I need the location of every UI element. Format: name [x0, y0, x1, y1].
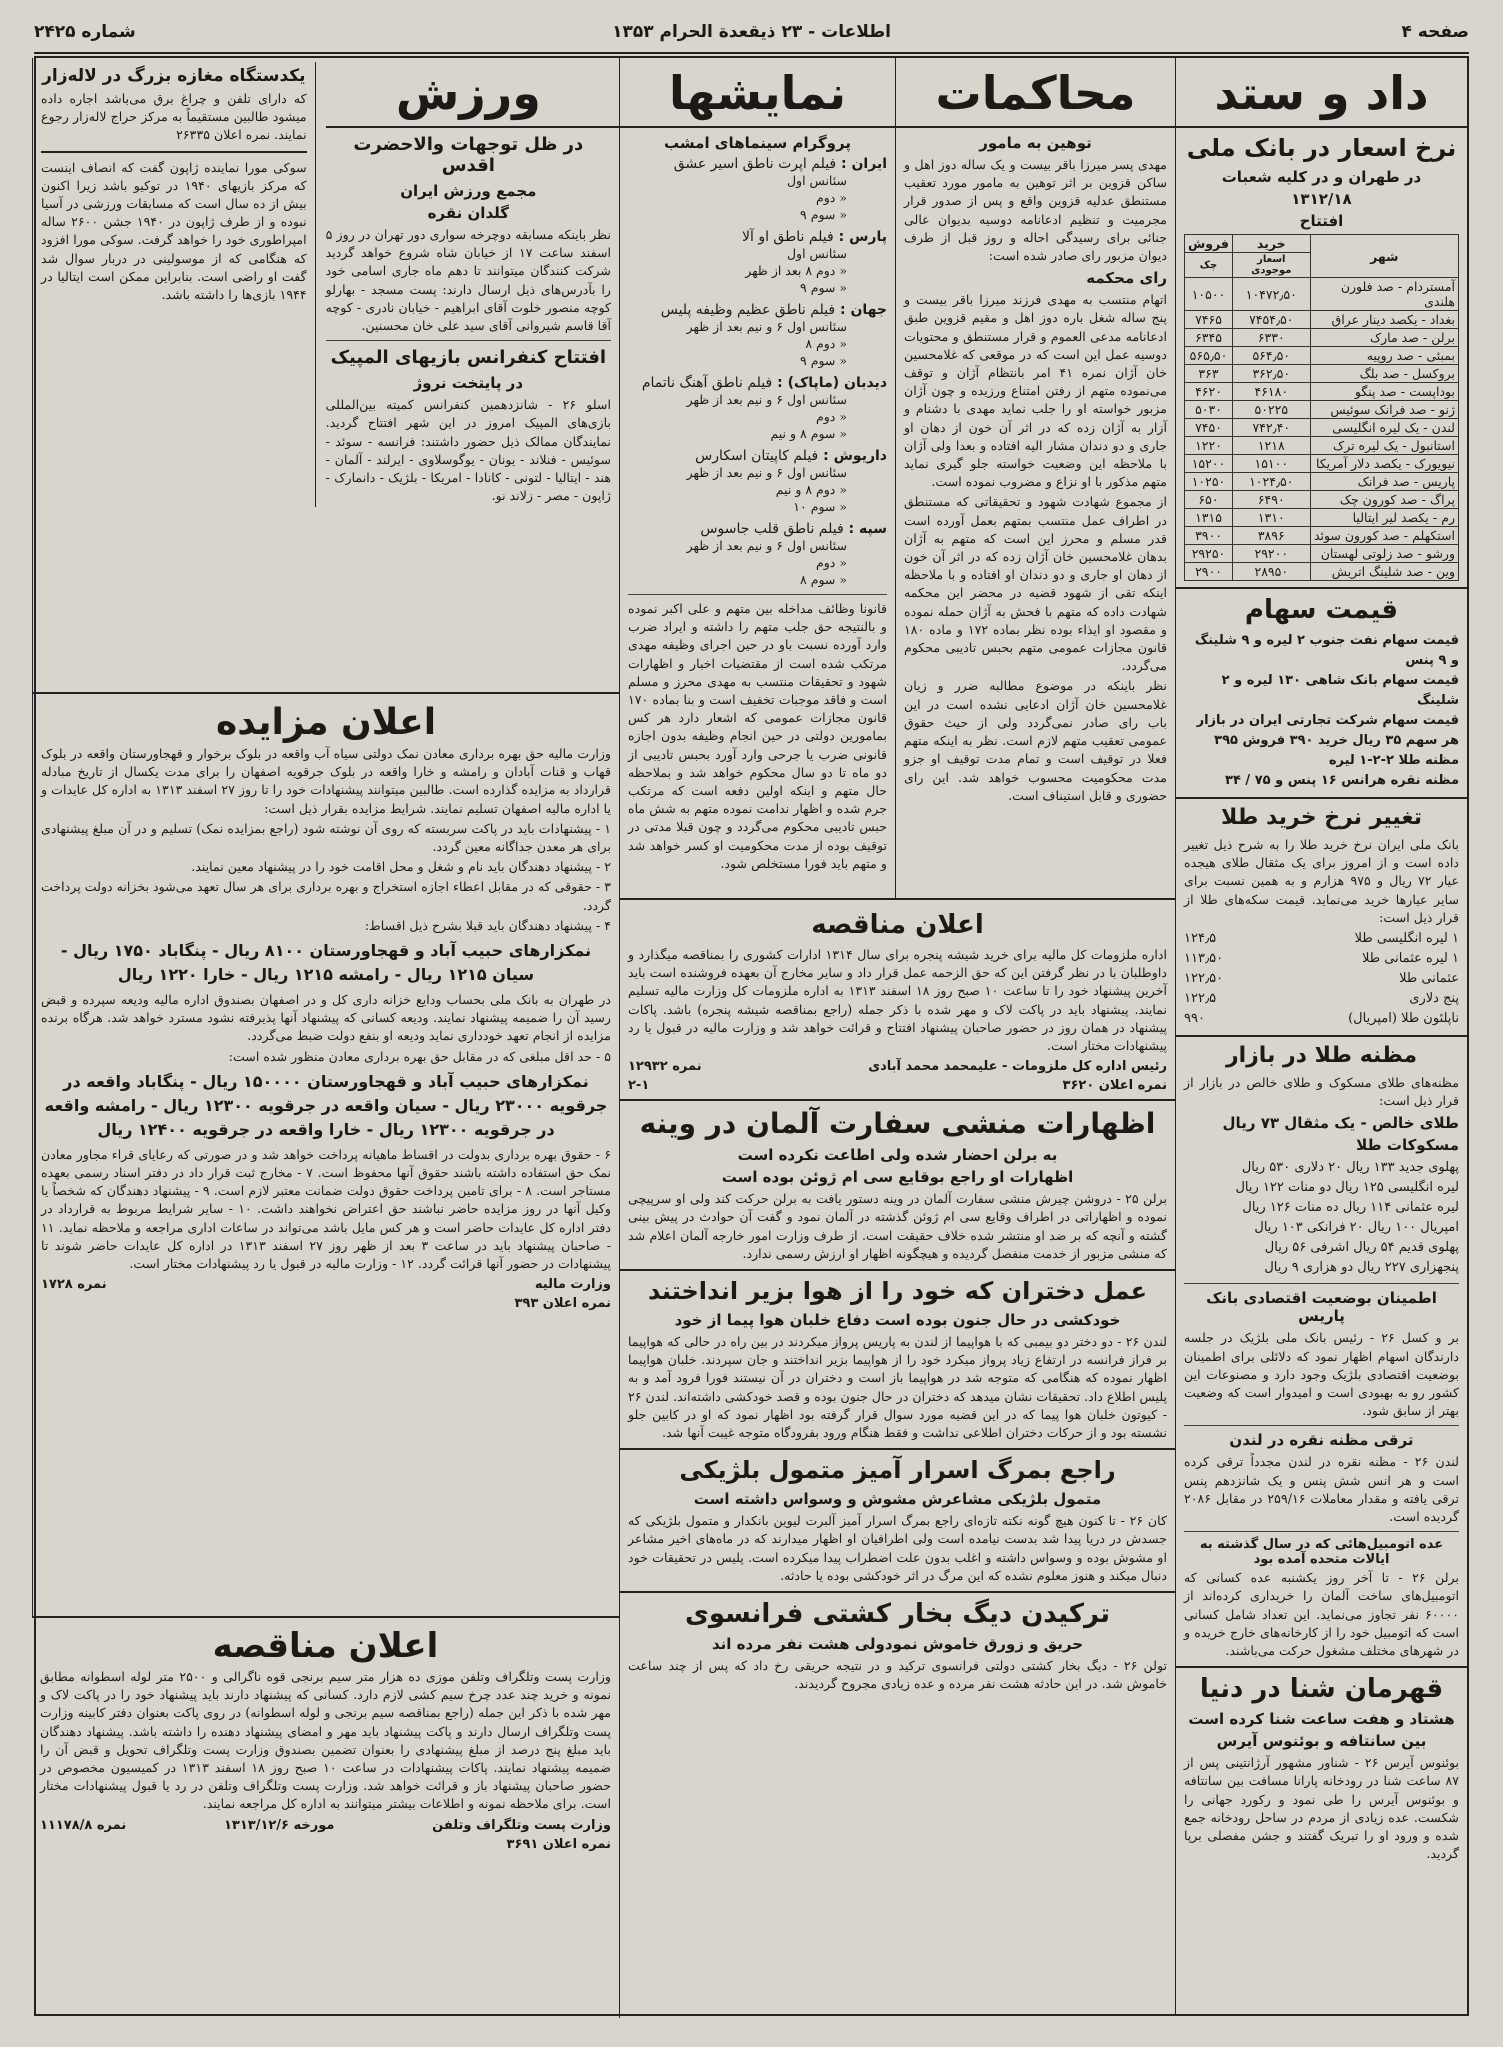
- rate-cell-buy: ۱۲۱۸: [1233, 437, 1311, 455]
- separator: :: [818, 448, 834, 464]
- cinema-item: [628, 229, 887, 296]
- gold-change-title: تغییر نرخ خرید طلا: [1220, 805, 1423, 830]
- cinema-film: فیلم ناطق قلب جاسوس: [700, 521, 844, 537]
- rate-cell-buy: ۱۰۲۴٫۵۰: [1233, 473, 1311, 491]
- gold-market-title: مظنه طلا در بازار: [1225, 1043, 1418, 1069]
- gold-coin-name: ۱ لیره انگلیسی طلا: [1354, 931, 1459, 947]
- divider: [1184, 1283, 1459, 1284]
- exchange-rates-table: [1184, 234, 1459, 581]
- rate-row: [1185, 311, 1459, 329]
- german-embassy-sub2: اظهارات او راجع بوقایع سی ام ژوئن بوده است: [721, 1168, 1074, 1187]
- separator: :: [833, 229, 850, 245]
- col-subheader-buy: اسعار موجودی: [1233, 253, 1311, 278]
- silver-text: لندن ۲۶ - مظنه نقره در لندن مجدداً ترقی کرده است و هر انس شش پنس و یک شانزدهم پنس ترقی یافته و مقدار معاملات ۲۵۹/۱۶ در مقابل ۲۰۸۶ گردیده است.: [1184, 1454, 1460, 1525]
- auction-prices2: نمکزارهای حبیب آباد و قهجاورستان ۱۵۰۰۰۰ ریال - پنگاباد واقعه در جرقویه ۲۳۰۰۰ ریال - سیان واقعه در جرقویه ۱۲۳۰۰ ریال - رامشه واقعه در جرقویه ۱۲۳۰۰ ریال - خارا واقعه در جرقویه ۱۲۴۰۰ ریال: [44, 1071, 608, 1139]
- rate-cell-city: بغداد - یکصد دینار عراق: [1310, 311, 1458, 329]
- auction-mid-text: در طهران به بانک ملی بحساب ودایع خزانه داری کل و در اصفهان بصندوق اداره مالیه ودیعه سپرده و قبض رسید آن را ضمیمه پیشنهاد نمایند. ودیعه کسانی که پیشنهاد آنها پذیرفته نشود مسترد خواهد شد. هرگاه برنده مزایده از انجام تعهد خودداری نماید ودیعه او بنفع دولت ضبط می‌گردد.: [41, 992, 611, 1044]
- rate-cell-buy: ۵۰۲۲۵: [1233, 401, 1311, 419]
- col-namayesh: [619, 58, 895, 900]
- rate-cell-sell: ۲۹۰۰: [1185, 563, 1233, 581]
- col-header-city: شهر: [1310, 235, 1458, 278]
- gold-coins-list: [1184, 929, 1459, 1029]
- cinema-show: « دوم ۸: [805, 336, 847, 351]
- divider: [620, 1591, 1175, 1593]
- tender-left-title: اعلان مناقصه: [212, 1626, 439, 1666]
- col-header-sell: فروش: [1185, 235, 1233, 253]
- stocks-list: [1184, 631, 1459, 791]
- rate-row: [1185, 545, 1459, 563]
- rate-cell-buy: ۵۶۴٫۵۰: [1233, 347, 1311, 365]
- rate-cell-buy: ۳۶۲٫۵۰: [1233, 365, 1311, 383]
- coin-line: امپریال ۱۰۰ ریال ۲۰ فرانکی ۱۰۳ ریال: [1254, 1220, 1459, 1236]
- tender-left-footer1: نمره ۱۱۱۷۸/۸: [40, 1817, 127, 1833]
- rate-cell-buy: ۲۹۲۰۰: [1233, 545, 1311, 563]
- stock-line: قیمت سهام بانک شاهی ۱۳۰ لیره و ۲ شلینگ: [1221, 673, 1459, 708]
- mahakemat-continued: قانونا وظائف مداخله بین متهم و علی اکبر نموده و بالنتیجه حق جلب متهم را داشته و ایراد ضرب وارد آورده نسبت باو در حین اجرای وظیفه مهدی مرتکب شده است از مقتضیات اخبار و اظهارات شهود و تحقیقات منتسب به مهدی محرز و مسلم است و فاقد موجبات تخفیف است و بنا بماده ۱۷۰ قانون مجازات عمومی که اشعار دارد هر کس بمامورین دولتی در حین انجام وظیفه بدون اجازه قانونی ضرب یا جرحی وارد آورد بحبس تادیبی از دو ماه تا دو سال محکوم خواهد شد و بملاحظه حال متهم و اینکه اولین دفعه است که مرتکب جرم شده و اظهار ندامت نموده متهم به شش ماه حبس تادیبی محکوم می‌گردد و چون قبلا مدتی در توقیف بوده از مدت محکومیت او کسر خواهد شد و متهم باید فورا مستخلص شود.: [628, 601, 887, 871]
- champion-sub1: هشتاد و هفت ساعت شنا کرده است: [1188, 1710, 1455, 1729]
- rate-row: [1185, 455, 1459, 473]
- auction-footer-left: نمره ۱۷۲۸: [41, 1277, 107, 1293]
- varzesh-text2: اسلو ۲۶ - شانزدهمین کنفرانس کمیته بین‌المللی بازی‌های المپیک امروز در این شهر افتتاح گردید. نمایندگان ممالک ذیل حضور داشتند: فرانسه - سوئد - سوئیس - فنلاند - یونان - یوگوسلاوی - ایرلند - آلمان - هند - ایتالیا - لتونی - کانادا - امریکا - بلژیک - دانمارک - ژاپون - مصر - زلاند نو.: [325, 397, 611, 504]
- girl-story-sub: خودکشی در حال جنون بوده است دفاع خلبان هوا پیما از خود: [674, 1311, 1121, 1330]
- varzesh-text1: نظر باینکه مسابقه دوچرخه سواری دور تهران در روز ۵ اسفند ساعت ۱۷ از خیابان شاه شروع خواهد گردید شرکت کنندگان میتوانند تا دهم ماه جاری اسامی خود را بآدرس‌های ذیل ارسال دارند: پست مسجد - بهارلو کوچه منصور خلوت آقای ابراهیم - خیابان نادری - کوچه آقا قاسم شیروانی آقای سید علی خان محسنین.: [325, 227, 611, 334]
- varzesh-sub5: در پایتخت نروژ: [413, 374, 524, 393]
- rate-cell-sell: ۵۶۵٫۵۰: [1185, 347, 1233, 365]
- col-subheader-sell: چک: [1185, 253, 1233, 278]
- belgian-story-text: کان ۲۶ - تا کنون هیچ گونه نکته تازه‌ای راجع بمرگ اسرار آمیز آلبرت لیوین بانکدار و متمول بلژیکی که جسدش در دریا پیدا شد بدست نیامده است ولی اطرافیان او اظهار میدارند که در ماه‌های اخیر مشاعر او مشوش بوده و وسواس داشته و اغلب بدون علت اضطراب پیدا میکرده است. پلیس در تحقیقات خود دنبال میکند و هنوز معلوم نشده که این مرگ در اثر خودکشی بوده یا حادثه.: [628, 1513, 1167, 1583]
- rate-cell-buy: ۱۵۱۰۰: [1233, 455, 1311, 473]
- coin-line: لیره انگلیسی ۱۲۵ ریال دو منات ۱۲۲ ریال: [1235, 1180, 1459, 1196]
- auction-rest-text: ۶ - حقوق بهره برداری بدولت در اقساط ماهیانه پرداخت خواهد شد و در صورتی که رعایای قراء مجاور معادن نمک حق استفاده داشته باشند حقوق آنها محفوظ است. ۷ - مخارج ثبت قرار داد در دفتر اسناد رسمی بعهده مستاجر است. ۸ - برای تامین پرداخت حقوق دولت ضمانت معتبر لازم است. ۹ - پیشنهاد دهندگان که شخصاً یا وکیل آنها در روز مزایده حاضر نباشند حق اعتراض نخواهند داشت. ۱۰ - سایر شرایط مربوط به قرارداد در دفتر اداره کل عایدات حاضر است و هر کس مایل باشد می‌تواند در ساعات اداری مراجعه و ملاحظه نماید. ۱۱ - صاحبان پیشنهاد باید در ساعت ۳ بعد از ظهر روز ۲۷ اسفند ۱۳۱۳ در اداره کل عایدات حاضر شوند تا پیشنهادات در حضور آنها قرائت گردد. ۱۲ - وزارت مالیه در قبول یا رد پیشنهادات مختار است.: [41, 1146, 612, 1272]
- stock-line: مظنه نقره هرانس ۱۶ پنس و ۷۵ / ۳۴: [1225, 773, 1459, 788]
- cinema-name: داریوش: [833, 448, 887, 464]
- col-varzesh: [32, 58, 619, 694]
- rate-cell-city: رم - یکصد لیر ایتالیا: [1310, 509, 1458, 527]
- varzesh-sub1: در ظل توجهات والاحضرت اقدس: [353, 134, 584, 176]
- coin-line: لیره عثمانی ۱۱۴ ریال ده منات ۱۲۶ ریال: [1242, 1200, 1459, 1216]
- tender-mid-signature2: [628, 1078, 1167, 1093]
- divider: [1176, 1666, 1467, 1668]
- cinema-film: فیلم ناطق آهنگ ناتمام: [641, 375, 773, 391]
- separator: :: [835, 302, 851, 318]
- gold-coin-value: ۹۹۰: [1184, 1011, 1205, 1027]
- rate-cell-sell: ۲۹۲۵۰: [1185, 545, 1233, 563]
- cinema-name: پارس: [849, 229, 887, 245]
- gold-coin-name: پنج دلاری: [1409, 991, 1459, 1007]
- varzesh-sub3: گلدان نقره: [427, 204, 509, 222]
- cinema-show: « سوم ۹: [800, 280, 847, 295]
- cinema-item: [628, 156, 887, 223]
- mahakemat-text1: مهدی پسر میرزا باقر بیست و یک ساله دوز اهل و ساکن قزوین بر اثر توهین به مامور مورد تعقیب مستنطق عدلیه قزوین واقع و پس از صدور قرار مجرمیت و تنظیم ادعانامه دوسیه بدیوان عالی جنائی برای رسیدگی احاله و روز قبل از طرف دیوان مزبور رای صادر شده است:: [904, 157, 1167, 264]
- cinema-film: فیلم اپرت ناطق اسیر عشق: [673, 156, 837, 172]
- tender-left-text: وزارت پست وتلگراف وتلفن موزی ده هزار متر سیم برنجی قوه ناگرالی و ۲۵۰۰ متر لوله اسطوانه مطابق نمونه و خرید چند عدد چرخ سیم کشی لازم دارد. کسانی که پیشنهاد دارند باید پیشنهاد خود را در پاکت لاک و مهر شده با ذکر این جمله (راجع بمناقصه سیم برنجی و لوله اسطوانه) در روی پاکت بعنوان دفتر کابینه وزارت پست وتلگراف ارسال دارند و پاکت پیشنهاد باید مهر و امضای پیشنهاد دهنده را داشته باشد. پیشنهاد دهندگان باید مبلغ پنج درصد از مبلغ پیشنهادی را بعنوان تضمین بصندوق وزارت پست وتلگراف تحویل و قبض آن را ضمیمه پیشنهاد نمایند. پاکات پیشنهادات در ساعت ۱۰ صبح روز ۱۸ اسفند ۱۳۱۳ در کمیسیون مخصوص در حضور صاحبان پیشنهاد باز و قرائت خواهد شد. وزارت پست وتلگراف وتلفن در رد یا قبول پیشنهادات مختار است. برای ملاحظه نمونه و اطلاعات بیشتر میتوانند به اداره کل مراجعه نمایند.: [40, 1669, 611, 1812]
- rate-cell-sell: ۱۰۲۵۰: [1185, 473, 1233, 491]
- cinema-name: ایران: [851, 156, 887, 172]
- cars-title: عده اتومبیل‌هائی که در سال گذشته به ایالات متحده آمده بود: [1199, 1537, 1444, 1568]
- newspaper-date: اطلاعات - ۲۳ ذیقعدة الحرام ۱۳۵۳: [612, 22, 891, 42]
- tender-mid-footer-right: رئیس اداره کل ملزومات - علیمحمد محمد آبادی: [868, 1059, 1167, 1075]
- stock-line: قیمت سهام نفت جنوب ۲ لیره و ۹ شلینگ و ۹ پنس: [1194, 633, 1459, 668]
- rate-cell-sell: ۳۹۰۰: [1185, 527, 1233, 545]
- auction-signature2: [41, 1296, 611, 1311]
- varzesh-side: [41, 62, 316, 507]
- divider: [620, 1269, 1175, 1271]
- newspaper-page: [34, 56, 1469, 2016]
- tender-left-footer3: وزارت پست وتلگراف وتلفن: [432, 1817, 611, 1833]
- rates-body: [1185, 278, 1459, 581]
- rate-row: [1185, 509, 1459, 527]
- rates-status: افتتاح: [1299, 212, 1344, 230]
- rate-cell-city: آمستردام - صد فلورن هلندی: [1310, 278, 1458, 311]
- col-dad-o-setad: [1175, 58, 1467, 2014]
- rate-cell-sell: ۱۰۵۰۰: [1185, 278, 1233, 311]
- tender-mid-footer-num: نمره اعلان ۳۶۲۰: [1062, 1078, 1167, 1094]
- col-header-buy: خرید: [1233, 235, 1311, 253]
- divider: [1176, 797, 1467, 799]
- tender-mid-footer-num2: ۲-۱: [628, 1078, 650, 1094]
- tender-left-footer4: نمره اعلان ۳۶۹۱: [506, 1836, 611, 1852]
- top-ad-title: یکدستگاه مغازه بزرگ در لاله‌زار: [42, 66, 306, 86]
- rate-row: [1185, 563, 1459, 581]
- cinema-show: « دوم ۸ و نیم: [775, 482, 847, 497]
- german-embassy-sub1: به برلن احضار شده ولی اطاعت نکرده است: [737, 1146, 1058, 1165]
- auction-footer-num: نمره اعلان ۳۹۳: [514, 1296, 611, 1312]
- cinema-show: سئانس اول ۶ و نیم بعد از ظهر: [686, 319, 847, 334]
- masthead: [34, 12, 1469, 54]
- rate-row: [1185, 401, 1459, 419]
- rate-cell-city: استکهلم - صد کورون سوئد: [1310, 527, 1458, 545]
- german-embassy-text: برلن ۲۵ - دروشن چیرش منشی سفارت آلمان در وینه دستور یافت به برلن حرکت کند ولی او سرپیچی نموده و اظهاراتی در اطراف وقایع سی ام ژوئن گذشته در آلمان نمود و گفت آن حوادث در پیش بینی گشته و آنچه که بر ضد او منتشر شده خلاف حقیقت است. از طرف وزارت امور خارجه آلمان اعلام شد که منشی مزبور از خدمت منفصل گردیده و هیچگونه اظهار او ارزش رسمی ندارد.: [628, 1191, 1167, 1261]
- gold-coin-row: [1184, 929, 1459, 949]
- gold-coin-name: ناپلئون طلا (امپریال): [1348, 1011, 1459, 1027]
- divider: [326, 340, 611, 341]
- rate-cell-buy: ۱۰۴۷۲٫۵۰: [1233, 278, 1311, 311]
- divider: [896, 126, 1175, 128]
- rates-date: ۱۳۱۲/۱۸: [1291, 190, 1352, 208]
- coins-title: مسکوکات طلا: [1356, 1136, 1459, 1155]
- mahakemat-sub1: توهین به مامور: [979, 134, 1092, 152]
- rate-row: [1185, 473, 1459, 491]
- tender-left-section: [32, 1618, 619, 2018]
- rate-cell-buy: ۶۴۹۰: [1233, 491, 1311, 509]
- rate-cell-sell: ۷۴۵۰: [1185, 419, 1233, 437]
- rate-row: [1185, 383, 1459, 401]
- cinema-show: « دوم: [816, 409, 847, 424]
- cars-text: برلن ۲۶ - تا آخر روز یکشنبه عده کسانی که اتومبیل‌های ساخت آلمان را خریداری کرده‌اند از ۶۰۰۰۰ نفر تجاوز می‌نماید. این تعداد شامل کسانی است که اتومبیل خود را از کارخانه‌های خارج خریده و در شهرهای مختلف مشغول حرکت می‌باشند.: [1184, 1570, 1459, 1659]
- champion-sub2: بین سانتافه و بوئنوس آیرس: [1216, 1732, 1427, 1751]
- rate-row: [1185, 329, 1459, 347]
- divider: [1184, 1425, 1459, 1426]
- mahakemat-text4: نظر باینکه در موضوع مطالبه ضرر و زیان غلامحسین خان آژان ادعایی نشده است در این باب رای صادر نمی‌گردد ولی از حیث حقوق عمومی تعقیب متهم لازم است. نظر به اینکه متهم فعلا در توقیف است و تمام مدت توقیف او جزو مدت محکومیت محسوب خواهد شد. این رای حضوری و قابل استیناف است.: [904, 678, 1167, 803]
- cinema-film: فیلم ناطق عظیم وظیفه پلیس: [660, 302, 836, 318]
- rate-cell-city: استانبول - یک لیره ترک: [1310, 437, 1458, 455]
- gold-coin-name: عثمانی طلا: [1399, 971, 1459, 987]
- cinema-show: « سوم ۹: [800, 207, 847, 222]
- section-title-varzesh: ورزش: [395, 66, 541, 120]
- rate-cell-buy: ۶۳۳۰: [1233, 329, 1311, 347]
- rate-cell-sell: ۱۲۲۰: [1185, 437, 1233, 455]
- cinema-name: دیدبان (ماپاک): [787, 375, 887, 391]
- cinema-show: سئانس اول ۶ و نیم بعد از ظهر: [686, 465, 847, 480]
- rate-cell-sell: ۶۵۰: [1185, 491, 1233, 509]
- auction-intro: وزارت مالیه حق بهره برداری معادن نمک دولتی سیاه آب واقعه در بلوک برخوار و قهجاورستان واقعه در بلوک قهاب و قنات آبادان و رامشه و خارا واقعه در بلوک جرقویه اصفهان را برای مدت یکسال از تاریخ مبادله قرارداد به مزایده گذارده است. طالبین میتوانند پیشنهادات خود را تا روز ۲۷ اسفند ۱۳۱۳ به اداره کل عایدات و یا اداره مالیه اصفهان تسلیم نمایند. شرایط مزایده بقرار ذیل است:: [41, 746, 612, 816]
- cinema-show: « دوم ۸ بعد از ظهر: [745, 263, 847, 278]
- section-title-mahakemat: محاکمات: [935, 66, 1136, 120]
- boiler-story-text: تولن ۲۶ - دیگ بخار کشتی دولتی فرانسوی ترکید و در نتیجه حریقی رخ داد که پس از چند ساعت خاموش شد. در این حادثه هشت نفر مرده و عده زیادی مجروح گردیدند.: [628, 1658, 1167, 1692]
- cinema-show: سئانس اول ۶ و نیم بعد از ظهر: [686, 392, 847, 407]
- rate-cell-city: ورشو - صد زلوتی لهستان: [1310, 545, 1458, 563]
- rate-cell-city: بمبئی - صد روپیه: [1310, 347, 1458, 365]
- divider: [1176, 1035, 1467, 1037]
- stock-line: مظنه طلا ۲-۲-۱ لیره: [1328, 753, 1459, 768]
- gold-change-text: بانک ملی ایران نرخ خرید طلا را به شرح ذیل تغییر داده است و از امروز برای یک مثقال طلای هیجده عیار ۷۲ ریال و ۹۷۵ هزارم و به همین نسبت برای سایر عیارها خرید می‌نماید. قیمت سکه‌های طلا از قرار ذیل است:: [1184, 837, 1459, 925]
- separator: :: [836, 156, 852, 172]
- cinema-show: « دوم: [816, 555, 847, 570]
- tender-mid-text: اداره ملزومات کل مالیه برای خرید شیشه پنجره برای سال ۱۳۱۴ ادارات کشوری را بمناقصه میگذارد و داوطلبان با در نظر گرفتن این که حق الزحمه عمل قرار داد و سایر مخارج آن بعهده فروشنده است باید آخرین پیشنهاد خود را تا ساعت ۱۰ صبح روز ۱۸ اسفند ۱۳۱۳ به اداره ملزومات کل وزارت مالیه تسلیم نمایند. پیشنهاد باید در پاکت لاک و مهر شده با ذکر جمله (راجع بمناقصه شیشه پنجره) باشد. پاکات پیشنهاد در همان روز در حضور صاحبان پیشنهاد افتتاح و قرائت خواهد شد و وزارت مالیه در قبول یا رد پیشنهادات مختار است.: [628, 947, 1167, 1054]
- rate-cell-buy: ۱۳۱۰: [1233, 509, 1311, 527]
- cinema-list: [628, 156, 887, 588]
- page-number: صفحه ۴: [1401, 22, 1469, 42]
- rate-cell-sell: ۷۴۶۵: [1185, 311, 1233, 329]
- gold-coin-value: ۱۲۴٫۵: [1184, 931, 1217, 947]
- cinema-show: « سوم ۸ و نیم: [770, 426, 847, 441]
- tender-left-signature: [40, 1818, 611, 1833]
- rate-cell-buy: ۴۶۱۸۰: [1233, 383, 1311, 401]
- rate-cell-city: وین - صد شلینگ اتریش: [1310, 563, 1458, 581]
- cinema-film: فیلم ناطق او آلا: [742, 229, 834, 245]
- separator: :: [772, 375, 788, 391]
- rate-row: [1185, 278, 1459, 311]
- tender-mid-title: اعلان مناقصه: [811, 910, 984, 940]
- cinema-item: [628, 448, 887, 515]
- cinema-name: جهان: [850, 302, 887, 318]
- girl-story-text: لندن ۲۶ - دو دختر دو بیمبی که با هواپیما از لندن به پاریس پرواز میکردند در بین راه در حالی که هواپیما بر فراز فرانسه در ارتفاع زیاد پرواز میکرد خود را از هواپیما بزیر انداختند و جان سپردند. خلبان هواپیما اظهار نموده که هنگامی که متوجه شد در هواپیما باز است و دختران در آن نیستند فورا فرود آمد و به پلیس اطلاع داد. تحقیقات نشان میدهد که دختران در حال جنون بوده و قصد خودکشی داشته‌اند. لندن ۲۶ - کیوتون خلبان هوا پیما که در این قضیه مورد سوال قرار گرفته بود اظهار نمود که او در کابین جلو نشسته بود و از حرکات دختران اطلاعی نداشت و فقط هنگام ورود بفرودگاه متوجه غیبت آنها شد.: [628, 1334, 1168, 1441]
- gold-coin-value: ۱۱۳٫۵۰: [1184, 951, 1224, 967]
- cinema-item: [628, 375, 887, 442]
- economy-title: اطمینان بوضعیت اقتصادی بانک پاریس: [1206, 1289, 1437, 1326]
- rate-cell-city: ژنو - صد فرانک سوئیس: [1310, 401, 1458, 419]
- coin-line: پهلوی قدیم ۵۴ ریال اشرفی ۵۶ ریال: [1264, 1240, 1459, 1256]
- rate-row: [1185, 491, 1459, 509]
- cinema-show: « دوم: [816, 190, 847, 205]
- pure-gold: طلای خالص - یک مثقال ۷۳ ریال: [1222, 1114, 1459, 1133]
- auction-cond2: ۲ - پیشنهاد دهندگان باید نام و شغل و محل اقامت خود را در پیشنهاد معین نمایند.: [191, 859, 611, 875]
- rate-row: [1185, 527, 1459, 545]
- boiler-story-title: ترکیدن دیگ بخار کشتی فرانسوی: [684, 1599, 1110, 1630]
- section-title-dadosetad: داد و ستد: [1214, 66, 1429, 120]
- divider: [1176, 587, 1467, 589]
- rate-cell-buy: ۷۴۲٫۴۰: [1233, 419, 1311, 437]
- auction-cond1: ۱ - پیشنهادات باید در پاکت سربسته که روی آن نوشته شود (راجع بمزایده نمک) تسلیم و در آن مبلغ پیشنهادی برای هر معدن جداگانه معین گردد.: [41, 820, 611, 855]
- rate-cell-sell: ۵۰۳۰: [1185, 401, 1233, 419]
- rate-cell-city: پاریس - صد فرانک: [1310, 473, 1458, 491]
- boiler-story-sub: حریق و زورق خاموش نمودولی هشت نفر مرده اند: [711, 1635, 1084, 1654]
- rate-row: [1185, 419, 1459, 437]
- girl-story-title: عمل دختران که خود را از هوا بزیر انداختند: [648, 1277, 1147, 1306]
- cinema-item: [628, 521, 887, 588]
- cinema-show: « سوم ۱۰: [793, 499, 847, 514]
- divider: [41, 151, 307, 153]
- varzesh-sub2: مجمع ورزش ایران: [400, 182, 537, 200]
- stock-line: هر سهم ۳۵ ریال خرید ۳۹۰ فروش ۳۹۵: [1214, 733, 1459, 748]
- divider: [620, 1448, 1175, 1450]
- auction-prices1: نمکزارهای حبیب آباد و قهجاورستان ۸۱۰۰ ریال - پنگاباد ۱۷۵۰ ریال - سیان ۱۲۱۵ ریال - رامشه ۱۲۱۵ ریال - خارا ۱۲۲۰ ریال: [60, 941, 592, 985]
- cinema-film: فیلم کاپیتان اسکارس: [695, 448, 819, 464]
- rate-cell-buy: ۷۴۵۴٫۵۰: [1233, 311, 1311, 329]
- rate-cell-city: بوداپست - صد پنگو: [1310, 383, 1458, 401]
- stock-line: قیمت سهام شرکت تجارتی ایران در بازار: [1196, 713, 1459, 728]
- top-ad2-text: سوکی مورا نماینده ژاپون گفت که انصاف اینست که مرکز بازیهای ۱۹۴۰ در توکیو باشد زیرا اکنون بیش از ده سال است که مسابقات ورزشی در آسیا نبوده و از طرف ژاپون در ۱۹۴۰ جشن ۲۶۰۰ ساله امپراطوری خود را خواهد گرفت. سوکی مورا افزود که هنگامی که از موسولینی در دربار سوال شد گفت او راضی است. بنابراین ممکن است ایتالیا در ۱۹۴۴ بازی‌ها را داشته باشد.: [41, 159, 307, 303]
- gold-coin-value: ۱۲۲٫۵: [1184, 991, 1217, 1007]
- rates-title: نرخ اسعار در بانک ملی: [1186, 134, 1457, 162]
- tender-left-signature2: [40, 1837, 611, 1852]
- issue-number: شماره ۲۴۲۵: [34, 22, 136, 42]
- divider: [620, 126, 895, 128]
- stocks-title: قیمت سهام: [1244, 595, 1399, 625]
- tender-left-footer2: مورخه ۱۳۱۳/۱۲/۶: [223, 1817, 335, 1833]
- german-embassy-title: اظهارات منشی سفارت آلمان در وینه: [639, 1107, 1156, 1141]
- col-middle-lower: [619, 900, 1175, 2018]
- rate-cell-city: لندن - یک لیره انگلیسی: [1310, 419, 1458, 437]
- gold-coin-row: [1184, 989, 1459, 1009]
- mahakemat-text2: اتهام منتسب به مهدی فرزند میرزا باقر بیست و پنج ساله شغل باره دوز اهل و مقیم قزوین طبق ادعانامه مدعی العموم و قرار مستنطق و محتویات دوسیه عمل این است که در موقعی که غلامحسین خان آژان نمره ۴۱ امر بانتظام آژان و توقف می‌نموده متهم از رفتن امتناع ورزیده و چون آژان مزبور خواسته او را جلب نماید مهدی با دشنام و آزار به آژان زده که در اثر آن خون از دهان او جاری و دو دندان مشار الیه افتاده و بعدا ولی آژان با ملاحظه این وضعیت خواسته جلو گیری نماید متهم مذکور با او نزاع و مضروب نموده است.: [904, 292, 1167, 490]
- coin-line: پهلوی جدید ۱۳۳ ریال ۲۰ دلاری ۵۳۰ ریال: [1241, 1160, 1459, 1176]
- rate-cell-sell: ۴۶۲۰: [1185, 383, 1233, 401]
- top-ad-text: که دارای تلفن و چراغ برق می‌باشد اجاره داده میشود طالبین مستقیماً به مرکز حراج لاله‌زار رجوع نمایند. نمره اعلان ۲۶۳۳۵: [41, 91, 307, 143]
- cinema-show: سئانس اول: [786, 246, 847, 261]
- rate-cell-sell: ۱۳۱۵: [1185, 509, 1233, 527]
- cinema-show: « سوم ۹: [800, 353, 847, 368]
- program-title: پروگرام سینماهای امشب: [664, 134, 851, 152]
- gold-coin-name: ۱ لیره عثمانی طلا: [1362, 951, 1459, 967]
- cinema-item: [628, 302, 887, 369]
- rate-row: [1185, 365, 1459, 383]
- auction-cond3: ۳ - حقوقی که در مقابل اعطاء اجازه استخراج و بهره برداری برای هر سال تعهد می‌شود بخزانه دولت پرداخت گردد.: [41, 879, 611, 913]
- auction-footer-right: وزارت مالیه: [534, 1277, 611, 1293]
- coin-line: پنجهزاری ۲۲۷ ریال دو هزاری ۹ ریال: [1264, 1260, 1459, 1276]
- rate-cell-buy: ۲۸۹۵۰: [1233, 563, 1311, 581]
- auction-cond4: ۴ - پیشنهاد دهندگان باید قبلا بشرح ذیل اقساط:: [364, 917, 611, 933]
- silver-title: ترقی مظنه نقره در لندن: [1229, 1431, 1414, 1450]
- belgian-story-sub: متمول بلژیکی مشاعرش مشوش و وسواس داشته است: [693, 1490, 1102, 1509]
- cinema-show: « سوم ۸: [800, 572, 847, 587]
- mahakemat-text3: از مجموع شهادت شهود و تحقیقاتی که مستنطق در اطراف عمل منتسب بمتهم بعمل آورده است قدر مسلم و محرز این است که متهم به آژان بدهان غلامحسین خان آژان زده که در اثر آن خون از دهان او جاری و دو دندان او افتاده و با ملاحظه اینکه تقی از شهود قضیه در محضر این محکمه شهادت داده که متهم با فحش به آژان حمله نموده و مقصود او ایذاء بوده نظر بماده ۱۷۲ و ماده ۱۸۰ قانون مجازات عمومی متهم بحبس تادیبی محکوم می‌گردد.: [904, 494, 1167, 674]
- gold-coin-row: [1184, 949, 1459, 969]
- gold-coin-value: ۱۲۲٫۵۰: [1184, 971, 1224, 987]
- rates-subtitle: در طهران و در کلیه شعبات: [1221, 168, 1422, 186]
- divider: [326, 126, 619, 128]
- section-title-namayesh: نمایشها: [668, 66, 847, 120]
- belgian-story-title: راجع بمرگ اسرار آمیز متمول بلژیکی: [679, 1456, 1116, 1485]
- tender-mid-signature: [628, 1059, 1167, 1074]
- rate-cell-sell: ۱۵۲۰۰: [1185, 455, 1233, 473]
- varzesh-main: [326, 62, 611, 507]
- gold-coin-row: [1184, 1009, 1459, 1029]
- champion-text: بوئنوس آیرس ۲۶ - شناور مشهور آرژانتینی پس از ۸۷ ساعت شنا در رودخانه پارانا مسافت بین سانتافه و بوئنوس آیرس را طی نمود و رکورد جهانی را شکست. عده زیادی از مردم در ساحل رودخانه جمع شده و ورود او را تبریک گفتند و جشن مفصلی برپا گردید.: [1184, 1755, 1459, 1862]
- champion-title: قهرمان شنا در دنیا: [1199, 1674, 1444, 1705]
- rate-cell-city: پراگ - صد کورون چک: [1310, 491, 1458, 509]
- auction-signature: [41, 1277, 611, 1292]
- rate-row: [1185, 347, 1459, 365]
- economy-text: بر و کسل ۲۶ - رئیس بانک ملی بلژیک در جلسه دارندگان اسهام اظهار نمود که دلائلی برای اطمینان بوضعیت اقتصادی بلژیک وجود دارد و مصنوعات این کشور رو به بهبودی است و امیدوار است که وضعیت بهتر از سابق شود.: [1184, 1330, 1459, 1419]
- auction-title: اعلان مزایده: [215, 702, 437, 743]
- col-mahakemat: [895, 58, 1175, 900]
- rate-cell-sell: ۶۳۴۵: [1185, 329, 1233, 347]
- cinema-name: سپه: [859, 521, 887, 537]
- separator: :: [843, 521, 860, 537]
- varzesh-sub4: افتتاح کنفرانس بازیهای المپیک: [330, 347, 607, 369]
- cinema-show: سئانس اول ۶ و نیم بعد از ظهر: [686, 538, 847, 553]
- mahakemat-sub2: رای محکمه: [1086, 269, 1167, 288]
- divider: [620, 1099, 1175, 1101]
- divider: [1176, 126, 1467, 128]
- rate-cell-buy: ۳۸۹۶: [1233, 527, 1311, 545]
- auction-cond5: ۵ - حد اقل مبلغی که در مقابل حق بهره برداری معادن منظور شده است:: [228, 1048, 611, 1064]
- coin-lines: [1184, 1158, 1459, 1278]
- auction-section: [32, 694, 619, 1618]
- rate-cell-sell: ۳۶۳: [1185, 365, 1233, 383]
- divider: [1184, 1531, 1459, 1532]
- gold-coin-row: [1184, 969, 1459, 989]
- rate-cell-city: بروکسل - صد بلگ: [1310, 365, 1458, 383]
- tender-mid-footer-left: نمره ۱۲۹۳۲: [628, 1059, 702, 1075]
- cinema-show: سئانس اول: [786, 173, 847, 188]
- rate-cell-city: برلن - صد مارک: [1310, 329, 1458, 347]
- rate-row: [1185, 437, 1459, 455]
- gold-market-text: مظنه‌های طلای مسکوک و طلای خالص در بازار از قرار ذیل است:: [1184, 1075, 1459, 1109]
- rate-cell-city: نیویورک - یکصد دلار آمریکا: [1310, 455, 1458, 473]
- divider: [628, 594, 887, 595]
